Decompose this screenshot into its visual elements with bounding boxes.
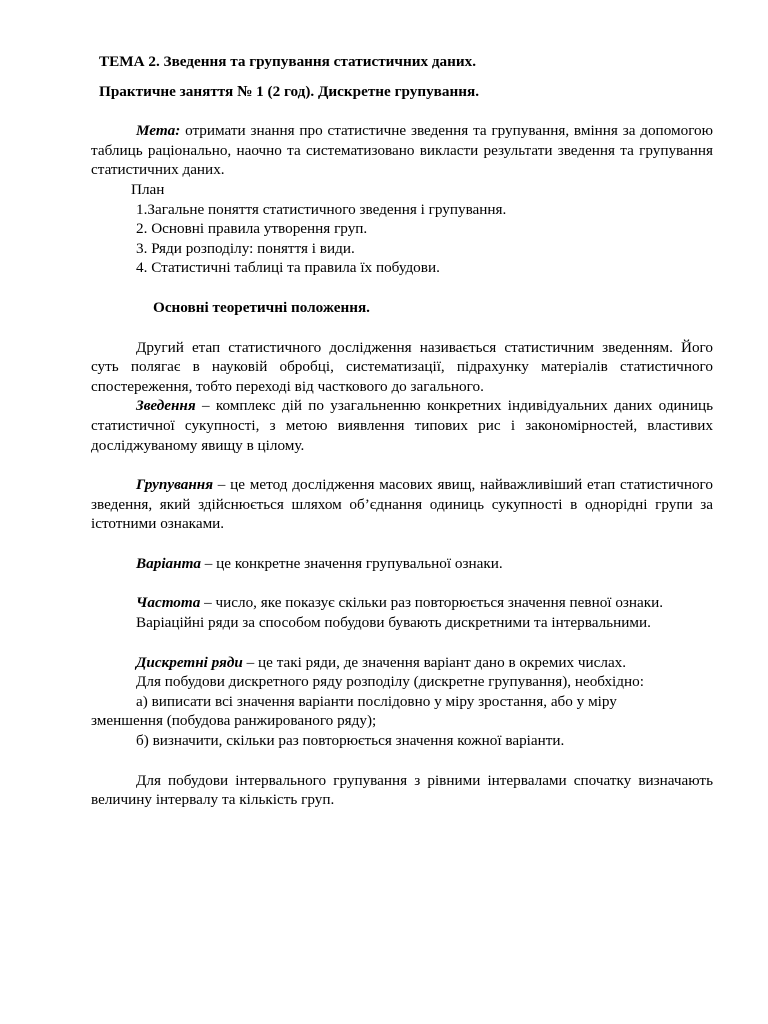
goal-lead: Мета: xyxy=(136,122,181,140)
step-a-first: а) виписати всі значення варіанти послідовно у міру зростання, або у міру xyxy=(136,692,617,710)
summary-paragraph xyxy=(91,396,713,455)
plan-title: План xyxy=(131,180,165,198)
frequency-text: – число, яке показує скільки раз повторюється значення певної ознаки. xyxy=(200,594,664,612)
variant-text: – це конкретне значення групувальної ознаки. xyxy=(200,554,503,572)
goal-text: отримати знання про статистичне зведення та групування, вміння за допомогою таблиць раціонально, наочно та систематизовано викласти результати зведення та групування статистичних даних. xyxy=(91,122,713,179)
interval-paragraph: Для побудови інтервального групування з рівними інтервалами спочатку визначають величину інтервалу та кількість груп. xyxy=(91,771,713,809)
discrete-text: – це такі ряди, де значення варіант дано в окремих числах. xyxy=(242,653,627,671)
topic-title: ТЕМА 2. Зведення та групування статистичних даних. xyxy=(99,53,477,70)
discrete-lead: Дискретні ряди xyxy=(136,653,243,671)
practice-title: Практичне заняття № 1 (2 год). Дискретне групування. xyxy=(99,82,479,100)
build-paragraph: Для побудови дискретного ряду розподілу (дискретне групування), необхідно: xyxy=(136,673,644,691)
frequency-lead: Частота xyxy=(136,594,201,612)
variant-paragraph xyxy=(91,554,713,574)
grouping-lead: Групування xyxy=(136,476,214,494)
step-b: б) визначити, скільки раз повторюється значення кожної варіанти. xyxy=(136,732,565,750)
summary-lead: Зведення xyxy=(136,397,196,415)
document-page xyxy=(91,52,713,810)
plan-item-4: 4. Статистичні таблиці та правила їх побудови. xyxy=(136,259,440,277)
theory-title: Основні теоретичні положення. xyxy=(153,298,370,316)
step-a-rest: зменшення (побудова ранжированого ряду); xyxy=(91,712,377,730)
variation-paragraph: Варіаційні ряди за способом побудови бувають дискретними та інтервальними. xyxy=(136,614,651,632)
plan-item-2: 2. Основні правила утворення груп. xyxy=(136,220,368,238)
variant-lead: Варіанта xyxy=(136,554,201,572)
goal-paragraph xyxy=(91,121,713,180)
grouping-text: – це метод дослідження масових явищ, найважливіший етап статистичного зведення, який здійснюється шляхом об’єднання одиниць сукупності в однорідні групи за істотними ознаками. xyxy=(91,476,713,533)
plan-item-3: 3. Ряди розподілу: поняття і види. xyxy=(136,239,355,257)
intro-paragraph: Другий етап статистичного дослідження називається статистичним зведенням. Його суть полягає в науковій обробці, систематизації, підрахунку матеріалів статистичного спостереження, тобто переході від часткового до загального. xyxy=(91,338,713,395)
plan-item-1: 1.Загальне поняття статистичного зведення і групування. xyxy=(136,200,507,218)
summary-text: – комплекс дій по узагальненню конкретних індивідуальних даних одиниць статистичної сукупності, з метою виявлення типових рис і закономірностей, властивих досліджуваному явищу в цілому. xyxy=(91,397,713,454)
discrete-paragraph xyxy=(91,653,713,673)
frequency-paragraph xyxy=(91,593,713,613)
grouping-paragraph xyxy=(91,475,713,534)
